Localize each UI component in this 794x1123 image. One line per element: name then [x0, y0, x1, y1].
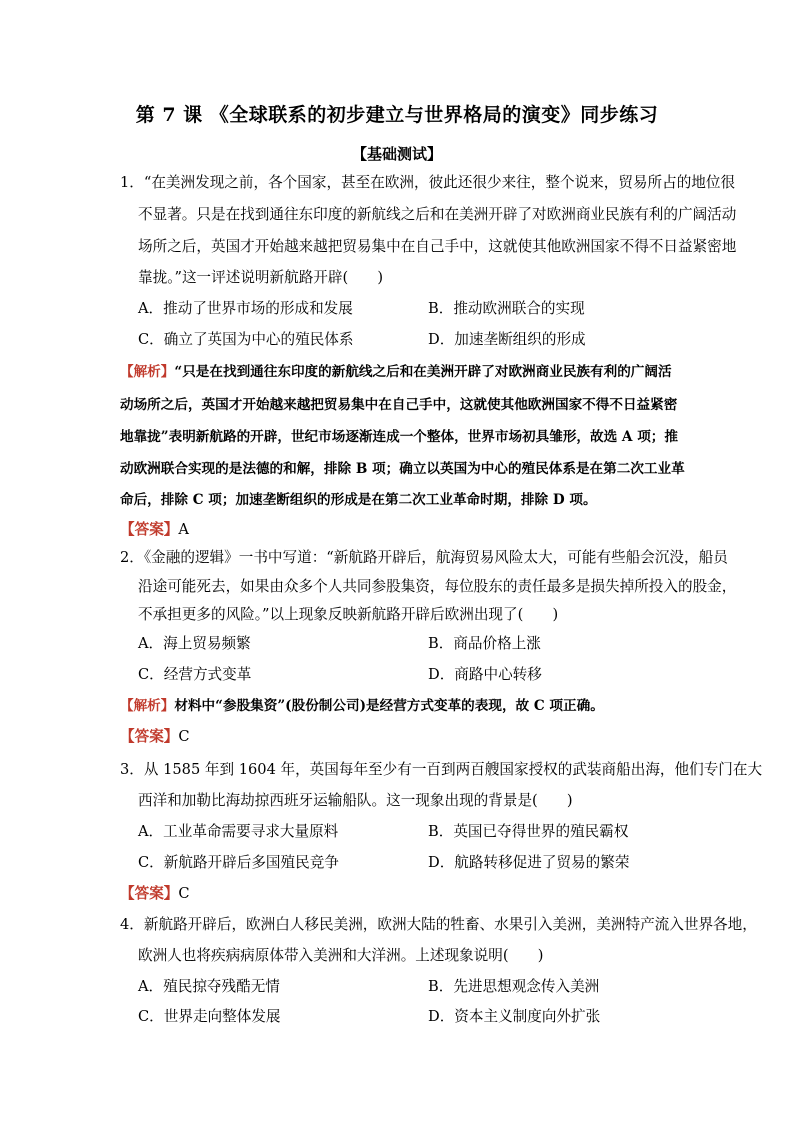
q2-option-a: A．海上贸易频繁	[138, 635, 251, 652]
q1-analysis-line-4: 动欧洲联合实现的是法德的和解，排除 B 项；确立以英国为中心的殖民体系是在第二次工业革	[120, 461, 685, 477]
q1-line-1: 1．“在美洲发现之前，各个国家，甚至在欧洲，彼此还很少来往，整个说来，贸易所占的地位很	[120, 174, 736, 191]
q4-option-b: B．先进思想观念传入美洲	[428, 978, 600, 995]
section-heading: 【基础测试】	[351, 145, 442, 163]
q3-option-c: C．新航路开辟后多国殖民竞争	[138, 854, 339, 871]
answer-tag: 【答案】	[120, 885, 179, 902]
q3-option-b: B．英国已夺得世界的殖民霸权	[428, 823, 629, 840]
q2-line-3: 不承担更多的风险。”以上现象反映新航路开辟后欧洲出现了( )	[138, 606, 559, 623]
q4-line-1: 4．新航路开辟后，欧洲白人移民美洲，欧洲大陆的牲畜、水果引入美洲，美洲特产流入世界各地，	[120, 916, 757, 933]
q3-line-2: 西洋和加勒比海劫掠西班牙运输船队。这一现象出现的背景是( )	[138, 792, 573, 809]
q2-answer: 【答案】C	[120, 728, 190, 745]
q1-line-4: 靠拢。”这一评述说明新航路开辟( )	[138, 269, 384, 286]
q3-answer: 【答案】C	[120, 885, 190, 902]
q1-analysis-line-1: 【解析】“只是在找到通往东印度的新航线之后和在美洲开辟了对欧洲商业民族有利的广阔活	[120, 364, 672, 380]
q1-analysis-line-5: 命后，排除 C 项；加速垄断组织的形成是在第二次工业革命时期，排除 D 项。	[120, 492, 597, 508]
q2-option-b: B．商品价格上涨	[428, 635, 541, 652]
q2-option-d: D．商路中心转移	[428, 666, 542, 683]
q4-option-c: C．世界走向整体发展	[138, 1008, 281, 1025]
q1-answer: 【答案】A	[120, 521, 189, 538]
q2-option-c: C．经营方式变革	[138, 666, 252, 683]
q4-line-2: 欧洲人也将疾病病原体带入美洲和大洋洲。上述现象说明( )	[138, 947, 544, 964]
q1-option-b: B．推动欧洲联合的实现	[428, 300, 585, 317]
q1-option-d: D．加速垄断组织的形成	[428, 331, 586, 348]
analysis-tag: 【解析】	[120, 698, 175, 714]
q1-option-a: A．推动了世界市场的形成和发展	[138, 300, 353, 317]
q3-line-1: 3．从 1585 年到 1604 年，英国每年至少有一百到两百艘国家授权的武装商船出海，他们专门在大	[120, 761, 763, 778]
q3-option-a: A．工业革命需要寻求大量原料	[138, 823, 339, 840]
q1-line-3: 场所之后，英国才开始越来越把贸易集中在自己手中，这就使其他欧洲国家不得不日益紧密地	[138, 238, 737, 255]
analysis-tag: 【解析】	[120, 364, 175, 380]
q4-option-d: D．资本主义制度向外扩张	[428, 1008, 601, 1025]
q1-analysis-line-2: 动场所之后，英国才开始越来越把贸易集中在自己手中，这就使其他欧洲国家不得不日益紧密	[120, 397, 678, 413]
q2-analysis: 【解析】材料中“参股集资”(股份制公司)是经营方式变革的表现，故 C 项正确。	[120, 698, 604, 714]
answer-tag: 【答案】	[120, 728, 179, 745]
answer-tag: 【答案】	[120, 521, 179, 538]
page-title: 第 7 课 《全球联系的初步建立与世界格局的演变》同步练习	[135, 104, 659, 126]
q4-option-a: A．殖民掠夺残酷无情	[138, 978, 280, 995]
q1-option-c: C．确立了英国为中心的殖民体系	[138, 331, 354, 348]
q1-analysis-line-3: 地靠拢”表明新航路的开辟，世纪市场逐渐连成一个整体，世界市场初具雏形，故选 A 项；推	[120, 429, 678, 445]
q1-line-2: 不显著。只是在找到通往东印度的新航线之后和在美洲开辟了对欧洲商业民族有利的广阔活动	[138, 206, 737, 223]
q2-line-2: 沿途可能死去，如果由众多个人共同参股集资，每位股东的责任最多是损失掉所投入的股金，	[138, 578, 737, 595]
q3-option-d: D．航路转移促进了贸易的繁荣	[428, 854, 630, 871]
q2-line-1: 2．《金融的逻辑》一书中写道：“新航路开辟后，航海贸易风险太大，可能有些船会沉没，船员	[120, 549, 728, 566]
